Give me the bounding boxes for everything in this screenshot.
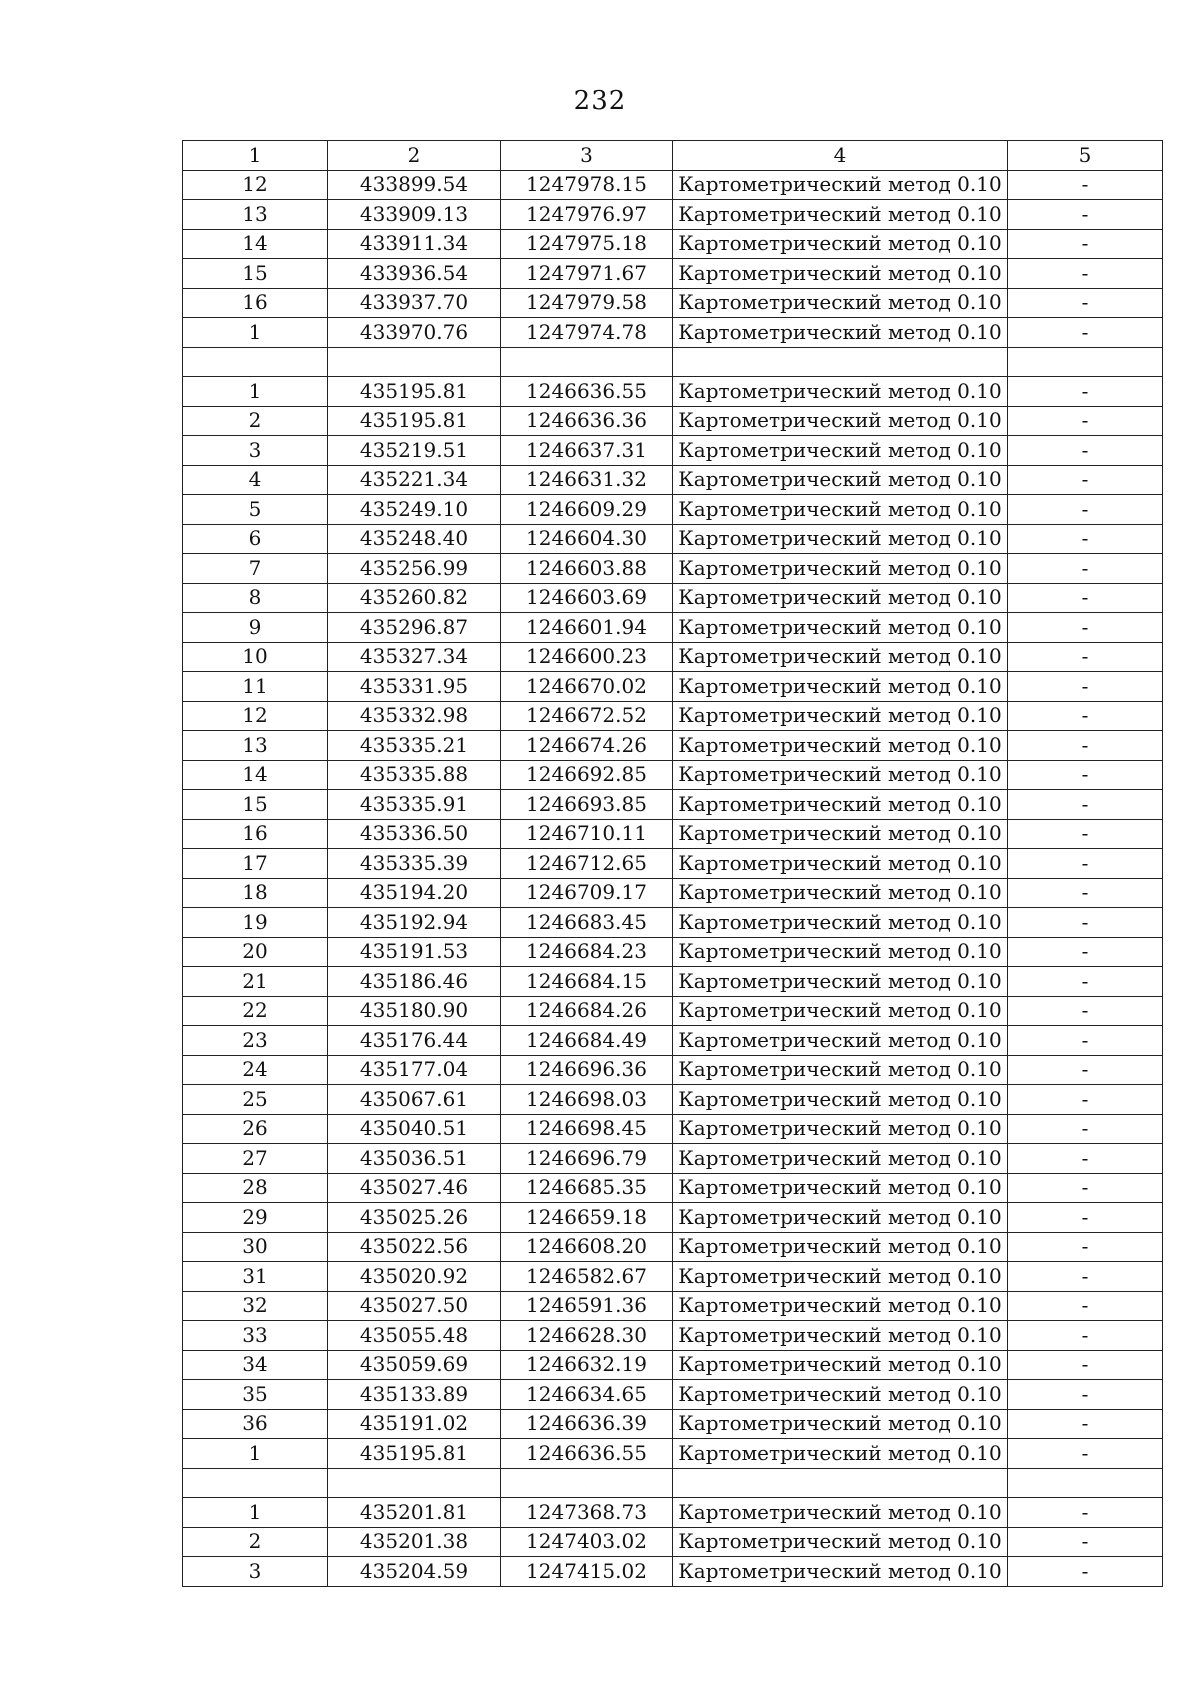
cell-method: Картометрический метод 0.10	[673, 1026, 1008, 1056]
cell-method: Картометрический метод 0.10	[673, 1498, 1008, 1528]
cell-y: 1247976.97	[501, 200, 673, 230]
cell-x: 435027.50	[328, 1291, 501, 1321]
cell-method: Картометрический метод 0.10	[673, 790, 1008, 820]
cell-x: 435191.53	[328, 937, 501, 967]
table-row	[183, 1262, 1163, 1292]
cell-y: 1246684.15	[501, 967, 673, 997]
cell-x: 435327.34	[328, 642, 501, 672]
cell-description: -	[1008, 937, 1163, 967]
cell-x: 435067.61	[328, 1085, 501, 1115]
cell-description: -	[1008, 849, 1163, 879]
cell-point-number: 16	[183, 288, 328, 318]
cell-method	[673, 1468, 1008, 1498]
cell-method: Картометрический метод 0.10	[673, 1114, 1008, 1144]
cell-description: -	[1008, 878, 1163, 908]
cell-x: 435036.51	[328, 1144, 501, 1174]
cell-x: 435055.48	[328, 1321, 501, 1351]
table-row	[183, 819, 1163, 849]
table-body	[183, 170, 1163, 1586]
column-header-x: 2	[328, 141, 501, 171]
table-row	[183, 1055, 1163, 1085]
cell-y: 1247971.67	[501, 259, 673, 289]
cell-x: 435195.81	[328, 1439, 501, 1469]
cell-y: 1246603.88	[501, 554, 673, 584]
cell-x: 435040.51	[328, 1114, 501, 1144]
table-row	[183, 170, 1163, 200]
cell-description: -	[1008, 1203, 1163, 1233]
cell-method: Картометрический метод 0.10	[673, 1409, 1008, 1439]
cell-method: Картометрический метод 0.10	[673, 406, 1008, 436]
cell-description: -	[1008, 1409, 1163, 1439]
cell-method: Картометрический метод 0.10	[673, 701, 1008, 731]
cell-x: 433899.54	[328, 170, 501, 200]
cell-point-number: 17	[183, 849, 328, 879]
cell-point-number: 6	[183, 524, 328, 554]
cell-point-number: 5	[183, 495, 328, 525]
cell-point-number: 20	[183, 937, 328, 967]
cell-description: -	[1008, 200, 1163, 230]
cell-y: 1246672.52	[501, 701, 673, 731]
cell-description: -	[1008, 495, 1163, 525]
cell-description: -	[1008, 1350, 1163, 1380]
cell-method: Картометрический метод 0.10	[673, 554, 1008, 584]
cell-point-number: 19	[183, 908, 328, 938]
table-row	[183, 642, 1163, 672]
cell-x: 435022.56	[328, 1232, 501, 1262]
cell-point-number: 14	[183, 760, 328, 790]
cell-y: 1247978.15	[501, 170, 673, 200]
cell-x: 435248.40	[328, 524, 501, 554]
cell-description: -	[1008, 790, 1163, 820]
cell-y: 1246632.19	[501, 1350, 673, 1380]
cell-point-number: 35	[183, 1380, 328, 1410]
cell-point-number: 26	[183, 1114, 328, 1144]
cell-description: -	[1008, 760, 1163, 790]
cell-point-number: 8	[183, 583, 328, 613]
cell-y: 1246696.79	[501, 1144, 673, 1174]
cell-y: 1246698.45	[501, 1114, 673, 1144]
cell-y: 1246670.02	[501, 672, 673, 702]
cell-point-number: 34	[183, 1350, 328, 1380]
cell-y: 1246692.85	[501, 760, 673, 790]
table-row	[183, 878, 1163, 908]
cell-method: Картометрический метод 0.10	[673, 1380, 1008, 1410]
cell-description: -	[1008, 288, 1163, 318]
table-row	[183, 1114, 1163, 1144]
table-row	[183, 318, 1163, 348]
cell-point-number: 22	[183, 996, 328, 1026]
cell-point-number: 4	[183, 465, 328, 495]
cell-y: 1246684.26	[501, 996, 673, 1026]
cell-x: 435296.87	[328, 613, 501, 643]
cell-point-number: 2	[183, 1527, 328, 1557]
cell-method: Картометрический метод 0.10	[673, 996, 1008, 1026]
cell-method: Картометрический метод 0.10	[673, 967, 1008, 997]
cell-method: Картометрический метод 0.10	[673, 1262, 1008, 1292]
cell-y: 1246684.49	[501, 1026, 673, 1056]
cell-point-number: 29	[183, 1203, 328, 1233]
cell-method: Картометрический метод 0.10	[673, 1085, 1008, 1115]
cell-point-number: 13	[183, 731, 328, 761]
cell-description: -	[1008, 318, 1163, 348]
table-row	[183, 1498, 1163, 1528]
cell-y: 1246582.67	[501, 1262, 673, 1292]
cell-description: -	[1008, 701, 1163, 731]
cell-x	[328, 1468, 501, 1498]
cell-method: Картометрический метод 0.10	[673, 1527, 1008, 1557]
cell-x: 435204.59	[328, 1557, 501, 1587]
table-row	[183, 1321, 1163, 1351]
cell-y: 1247979.58	[501, 288, 673, 318]
cell-y: 1246698.03	[501, 1085, 673, 1115]
cell-x: 435191.02	[328, 1409, 501, 1439]
cell-x	[328, 347, 501, 377]
cell-method	[673, 347, 1008, 377]
cell-description: -	[1008, 259, 1163, 289]
cell-method: Картометрический метод 0.10	[673, 436, 1008, 466]
cell-y: 1246636.39	[501, 1409, 673, 1439]
cell-point-number: 27	[183, 1144, 328, 1174]
cell-y: 1246659.18	[501, 1203, 673, 1233]
cell-x: 435201.38	[328, 1527, 501, 1557]
cell-method: Картометрический метод 0.10	[673, 760, 1008, 790]
cell-y: 1246636.36	[501, 406, 673, 436]
cell-description: -	[1008, 583, 1163, 613]
cell-x: 435201.81	[328, 1498, 501, 1528]
cell-point-number: 16	[183, 819, 328, 849]
table-row	[183, 465, 1163, 495]
table-row	[183, 937, 1163, 967]
cell-description: -	[1008, 554, 1163, 584]
cell-x: 435260.82	[328, 583, 501, 613]
table-row	[183, 790, 1163, 820]
cell-method: Картометрический метод 0.10	[673, 200, 1008, 230]
cell-point-number: 7	[183, 554, 328, 584]
cell-description: -	[1008, 377, 1163, 407]
cell-description: -	[1008, 1527, 1163, 1557]
cell-y: 1246608.20	[501, 1232, 673, 1262]
cell-method: Картометрический метод 0.10	[673, 259, 1008, 289]
table-row	[183, 583, 1163, 613]
cell-description: -	[1008, 1232, 1163, 1262]
table-row	[183, 1085, 1163, 1115]
cell-description: -	[1008, 170, 1163, 200]
cell-method: Картометрический метод 0.10	[673, 288, 1008, 318]
cell-x: 433911.34	[328, 229, 501, 259]
cell-method: Картометрический метод 0.10	[673, 583, 1008, 613]
cell-method: Картометрический метод 0.10	[673, 937, 1008, 967]
table-row	[183, 701, 1163, 731]
cell-point-number: 9	[183, 613, 328, 643]
cell-point-number: 15	[183, 259, 328, 289]
cell-description: -	[1008, 1439, 1163, 1469]
cell-y: 1246631.32	[501, 465, 673, 495]
table-row	[183, 554, 1163, 584]
cell-description: -	[1008, 1498, 1163, 1528]
cell-y: 1246634.65	[501, 1380, 673, 1410]
table-row	[183, 495, 1163, 525]
cell-point-number: 31	[183, 1262, 328, 1292]
cell-x: 435020.92	[328, 1262, 501, 1292]
cell-x: 435180.90	[328, 996, 501, 1026]
cell-point-number: 1	[183, 377, 328, 407]
cell-x: 435195.81	[328, 406, 501, 436]
cell-point-number: 12	[183, 701, 328, 731]
cell-description: -	[1008, 967, 1163, 997]
cell-y: 1246601.94	[501, 613, 673, 643]
cell-description: -	[1008, 731, 1163, 761]
cell-point-number: 12	[183, 170, 328, 200]
cell-description: -	[1008, 1144, 1163, 1174]
cell-method: Картометрический метод 0.10	[673, 524, 1008, 554]
cell-y	[501, 1468, 673, 1498]
cell-description: -	[1008, 1262, 1163, 1292]
cell-y: 1247368.73	[501, 1498, 673, 1528]
table-row	[183, 377, 1163, 407]
cell-y: 1246636.55	[501, 377, 673, 407]
cell-description: -	[1008, 819, 1163, 849]
cell-point-number: 1	[183, 1498, 328, 1528]
cell-point-number: 28	[183, 1173, 328, 1203]
cell-description: -	[1008, 908, 1163, 938]
table-row	[183, 760, 1163, 790]
table-row	[183, 1439, 1163, 1469]
coordinates-table	[182, 140, 1163, 1587]
cell-y: 1246600.23	[501, 642, 673, 672]
cell-method: Картометрический метод 0.10	[673, 1439, 1008, 1469]
cell-method: Картометрический метод 0.10	[673, 642, 1008, 672]
column-header-method: 4	[673, 141, 1008, 171]
cell-x: 435194.20	[328, 878, 501, 908]
cell-x: 435335.91	[328, 790, 501, 820]
cell-method: Картометрический метод 0.10	[673, 672, 1008, 702]
table-row	[183, 908, 1163, 938]
cell-x: 435332.98	[328, 701, 501, 731]
cell-y: 1246604.30	[501, 524, 673, 554]
cell-point-number: 3	[183, 436, 328, 466]
table-row	[183, 1468, 1163, 1498]
page-number: 232	[573, 86, 627, 116]
table-row	[183, 229, 1163, 259]
table-row	[183, 436, 1163, 466]
cell-point-number: 1	[183, 318, 328, 348]
cell-method: Картометрический метод 0.10	[673, 1232, 1008, 1262]
table-row	[183, 524, 1163, 554]
cell-point-number: 15	[183, 790, 328, 820]
cell-method: Картометрический метод 0.10	[673, 229, 1008, 259]
cell-x: 433970.76	[328, 318, 501, 348]
cell-y: 1246709.17	[501, 878, 673, 908]
cell-description: -	[1008, 613, 1163, 643]
table-row	[183, 200, 1163, 230]
cell-point-number: 11	[183, 672, 328, 702]
table-row	[183, 259, 1163, 289]
cell-description: -	[1008, 436, 1163, 466]
cell-y: 1246684.23	[501, 937, 673, 967]
cell-description: -	[1008, 1085, 1163, 1115]
cell-method: Картометрический метод 0.10	[673, 465, 1008, 495]
cell-point-number: 13	[183, 200, 328, 230]
cell-description: -	[1008, 465, 1163, 495]
cell-y: 1246693.85	[501, 790, 673, 820]
table-row	[183, 967, 1163, 997]
cell-description: -	[1008, 672, 1163, 702]
cell-method: Картометрический метод 0.10	[673, 908, 1008, 938]
cell-point-number: 30	[183, 1232, 328, 1262]
cell-method: Картометрический метод 0.10	[673, 819, 1008, 849]
cell-description: -	[1008, 1291, 1163, 1321]
cell-y: 1246603.69	[501, 583, 673, 613]
cell-point-number: 2	[183, 406, 328, 436]
cell-method: Картометрический метод 0.10	[673, 1173, 1008, 1203]
table-row	[183, 347, 1163, 377]
cell-x: 435133.89	[328, 1380, 501, 1410]
cell-method: Картометрический метод 0.10	[673, 1055, 1008, 1085]
cell-y: 1246683.45	[501, 908, 673, 938]
table-row	[183, 1291, 1163, 1321]
cell-method: Картометрический метод 0.10	[673, 731, 1008, 761]
cell-y	[501, 347, 673, 377]
cell-x: 435335.39	[328, 849, 501, 879]
table-row	[183, 1144, 1163, 1174]
cell-description: -	[1008, 1557, 1163, 1587]
cell-description: -	[1008, 1114, 1163, 1144]
column-header-point-number: 1	[183, 141, 328, 171]
table-row	[183, 1203, 1163, 1233]
table-row	[183, 996, 1163, 1026]
table-row	[183, 406, 1163, 436]
cell-point-number: 3	[183, 1557, 328, 1587]
column-header-description: 5	[1008, 141, 1163, 171]
cell-point-number: 25	[183, 1085, 328, 1115]
cell-y: 1247975.18	[501, 229, 673, 259]
cell-x: 433937.70	[328, 288, 501, 318]
table-row	[183, 1409, 1163, 1439]
table-row	[183, 1557, 1163, 1587]
column-header-y: 3	[501, 141, 673, 171]
cell-x: 435186.46	[328, 967, 501, 997]
cell-y: 1246628.30	[501, 1321, 673, 1351]
cell-y: 1246696.36	[501, 1055, 673, 1085]
cell-y: 1247974.78	[501, 318, 673, 348]
cell-x: 435027.46	[328, 1173, 501, 1203]
cell-method: Картометрический метод 0.10	[673, 1321, 1008, 1351]
cell-point-number	[183, 347, 328, 377]
cell-y: 1246710.11	[501, 819, 673, 849]
cell-method: Картометрический метод 0.10	[673, 170, 1008, 200]
cell-method: Картометрический метод 0.10	[673, 1557, 1008, 1587]
cell-x: 435249.10	[328, 495, 501, 525]
cell-description: -	[1008, 642, 1163, 672]
cell-x: 435221.34	[328, 465, 501, 495]
cell-method: Картометрический метод 0.10	[673, 613, 1008, 643]
table-row	[183, 613, 1163, 643]
cell-x: 435336.50	[328, 819, 501, 849]
cell-x: 435177.04	[328, 1055, 501, 1085]
cell-point-number: 10	[183, 642, 328, 672]
cell-point-number: 33	[183, 1321, 328, 1351]
table-row	[183, 672, 1163, 702]
cell-point-number: 21	[183, 967, 328, 997]
cell-description: -	[1008, 1055, 1163, 1085]
table-row	[183, 1173, 1163, 1203]
cell-description: -	[1008, 1321, 1163, 1351]
cell-y: 1246591.36	[501, 1291, 673, 1321]
table-row	[183, 1380, 1163, 1410]
cell-point-number: 1	[183, 1439, 328, 1469]
cell-y: 1247403.02	[501, 1527, 673, 1557]
cell-x: 435256.99	[328, 554, 501, 584]
cell-x: 435059.69	[328, 1350, 501, 1380]
table-row	[183, 288, 1163, 318]
cell-method: Картометрический метод 0.10	[673, 849, 1008, 879]
cell-x: 435331.95	[328, 672, 501, 702]
cell-y: 1246674.26	[501, 731, 673, 761]
cell-description: -	[1008, 406, 1163, 436]
cell-point-number: 14	[183, 229, 328, 259]
cell-x: 435335.88	[328, 760, 501, 790]
cell-description: -	[1008, 1380, 1163, 1410]
cell-y: 1246609.29	[501, 495, 673, 525]
cell-y: 1246712.65	[501, 849, 673, 879]
cell-x: 435176.44	[328, 1026, 501, 1056]
cell-description: -	[1008, 1173, 1163, 1203]
cell-point-number: 32	[183, 1291, 328, 1321]
cell-x: 435219.51	[328, 436, 501, 466]
cell-method: Картометрический метод 0.10	[673, 318, 1008, 348]
cell-description: -	[1008, 1026, 1163, 1056]
cell-y: 1247415.02	[501, 1557, 673, 1587]
table-row	[183, 849, 1163, 879]
table-header-row	[183, 141, 1163, 171]
cell-y: 1246685.35	[501, 1173, 673, 1203]
cell-description: -	[1008, 229, 1163, 259]
cell-point-number	[183, 1468, 328, 1498]
cell-y: 1246636.55	[501, 1439, 673, 1469]
cell-description	[1008, 1468, 1163, 1498]
cell-method: Картометрический метод 0.10	[673, 1144, 1008, 1174]
cell-method: Картометрический метод 0.10	[673, 1203, 1008, 1233]
cell-method: Картометрический метод 0.10	[673, 1350, 1008, 1380]
cell-description: -	[1008, 524, 1163, 554]
cell-point-number: 24	[183, 1055, 328, 1085]
cell-x: 433936.54	[328, 259, 501, 289]
cell-method: Картометрический метод 0.10	[673, 1291, 1008, 1321]
table-row	[183, 1527, 1163, 1557]
cell-method: Картометрический метод 0.10	[673, 377, 1008, 407]
cell-method: Картометрический метод 0.10	[673, 495, 1008, 525]
cell-y: 1246637.31	[501, 436, 673, 466]
table-row	[183, 1026, 1163, 1056]
cell-method: Картометрический метод 0.10	[673, 878, 1008, 908]
table-row	[183, 1232, 1163, 1262]
cell-description: -	[1008, 996, 1163, 1026]
cell-x: 435195.81	[328, 377, 501, 407]
cell-point-number: 23	[183, 1026, 328, 1056]
table-row	[183, 731, 1163, 761]
cell-point-number: 36	[183, 1409, 328, 1439]
table-row	[183, 1350, 1163, 1380]
cell-x: 435025.26	[328, 1203, 501, 1233]
cell-description	[1008, 347, 1163, 377]
cell-x: 435192.94	[328, 908, 501, 938]
cell-point-number: 18	[183, 878, 328, 908]
cell-x: 435335.21	[328, 731, 501, 761]
cell-x: 433909.13	[328, 200, 501, 230]
